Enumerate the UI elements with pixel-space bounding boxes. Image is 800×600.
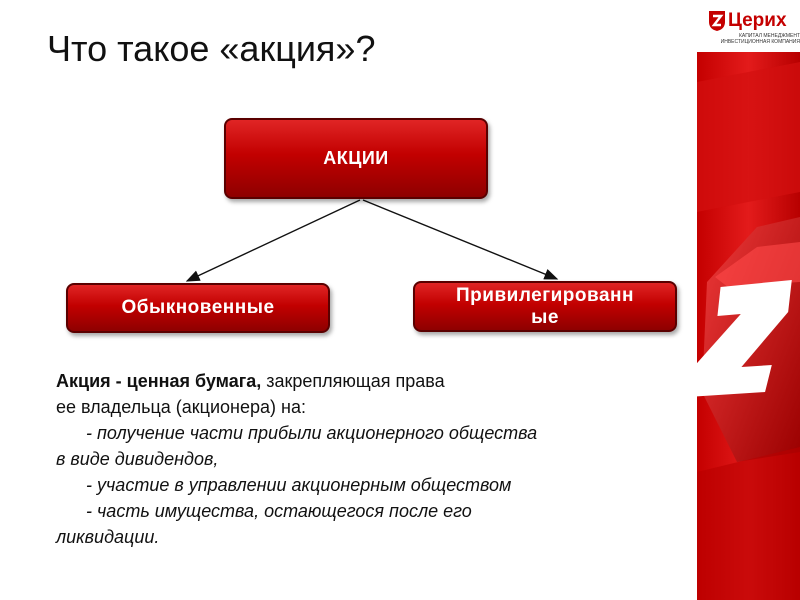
- definition-item: - участие в управлении акционерным обществом: [86, 475, 512, 495]
- node-label-line-1: Привилегированн: [456, 284, 634, 306]
- brand-subline-2: ИНВЕСТИЦИОННАЯ КОМПАНИЯ: [720, 39, 800, 45]
- definition-item: - часть имущества, остающегося после его: [86, 501, 472, 521]
- definition-item-continued: в виде дивидендов,: [56, 449, 219, 469]
- brand-name: Церих: [728, 10, 787, 31]
- diagram-node-preferred: [413, 281, 677, 332]
- definition-block: [56, 368, 686, 550]
- arrow-to-preferred: [363, 200, 557, 279]
- node-label: Обыкновенные: [121, 297, 275, 318]
- definition-line: ее владельца (акционера) на:: [56, 397, 306, 417]
- definition-line: [56, 368, 686, 394]
- diagram-node-common: [66, 283, 330, 333]
- definition-term: Акция - ценная бумага,: [56, 371, 262, 391]
- definition-item-continued: ликвидации.: [56, 527, 160, 547]
- arrow-to-common: [187, 200, 360, 281]
- brand-subline-1: КАПИТАЛ МЕНЕДЖМЕНТ: [739, 33, 800, 39]
- definition-item: - получение части прибыли акционерного общества: [86, 423, 538, 443]
- diagram-node-shares: [224, 118, 488, 199]
- node-label-line-2: ые: [531, 306, 559, 328]
- node-label: АКЦИИ: [323, 148, 389, 168]
- definition-text: закрепляющая права: [261, 371, 445, 391]
- slide-title: Что такое «акция»?: [47, 28, 376, 69]
- node-label: [456, 285, 634, 329]
